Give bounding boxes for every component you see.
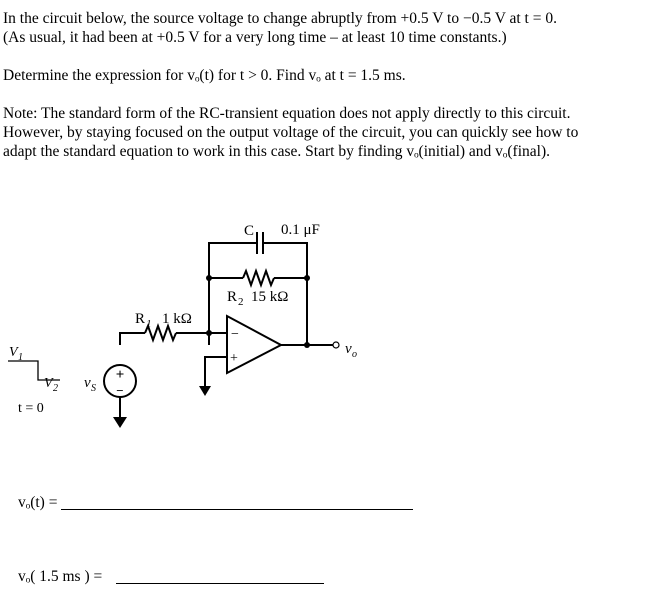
waveform-v2-subscript: 2 [53, 383, 58, 394]
r1-name: R [135, 311, 146, 327]
output-label: v [345, 341, 352, 357]
junction-dot [304, 275, 310, 281]
intro-line-1: In the circuit below, the source voltage to change abruptly from +0.5 V to −0.5 V at t = 0. [3, 10, 557, 27]
r2-name: R [227, 289, 238, 305]
waveform-v1-subscript: 1 [18, 352, 23, 363]
note-line-1: Note: The standard form of the RC-transient equation does not apply directly to this circuit. [3, 105, 571, 122]
r2-value: 15 kΩ [251, 289, 289, 305]
vo-t-answer-line[interactable] [61, 509, 413, 510]
output-terminal [333, 342, 339, 348]
opamp-plus-sign: + [230, 351, 238, 366]
capacitor-value: 0.1 μF [281, 222, 320, 238]
output-subscript: o [352, 349, 357, 360]
note-line-3: adapt the standard equation to work in this case. Start by finding vₒ(initial) and vₒ(final). [3, 143, 550, 160]
source-subscript: S [91, 383, 96, 394]
r1-subscript: 1 [146, 318, 152, 330]
waveform-v2-label: V [44, 376, 53, 391]
junction-dot [206, 330, 212, 336]
vo-15ms-answer-line[interactable] [116, 583, 324, 584]
r1-value: 1 kΩ [162, 311, 192, 327]
junction-dot [304, 342, 310, 348]
capacitor-name: C [244, 223, 255, 239]
vo-15ms-label: vₒ( 1.5 ms ) = [18, 568, 103, 585]
vo-t-label: vₒ(t) = [18, 494, 58, 511]
ground-icon [113, 417, 127, 428]
opamp-minus-sign: − [231, 327, 239, 342]
r2-subscript: 2 [238, 296, 244, 308]
waveform-v1-label: V [9, 345, 18, 360]
intro-line-2: (As usual, it had been at +0.5 V for a very long time – at least 10 time constants.) [3, 29, 507, 46]
source-label: v [84, 375, 91, 391]
ground-icon [199, 386, 211, 396]
note-line-2: However, by staying focused on the output voltage of the circuit, you can quickly see how to [3, 124, 579, 141]
source-plus-sign: + [115, 367, 125, 383]
waveform-time-label: t = 0 [18, 401, 44, 416]
source-minus-sign: − [116, 383, 124, 398]
junction-dot [206, 275, 212, 281]
task-text: Determine the expression for vₒ(t) for t > 0. Find vₒ at t = 1.5 ms. [3, 67, 406, 84]
